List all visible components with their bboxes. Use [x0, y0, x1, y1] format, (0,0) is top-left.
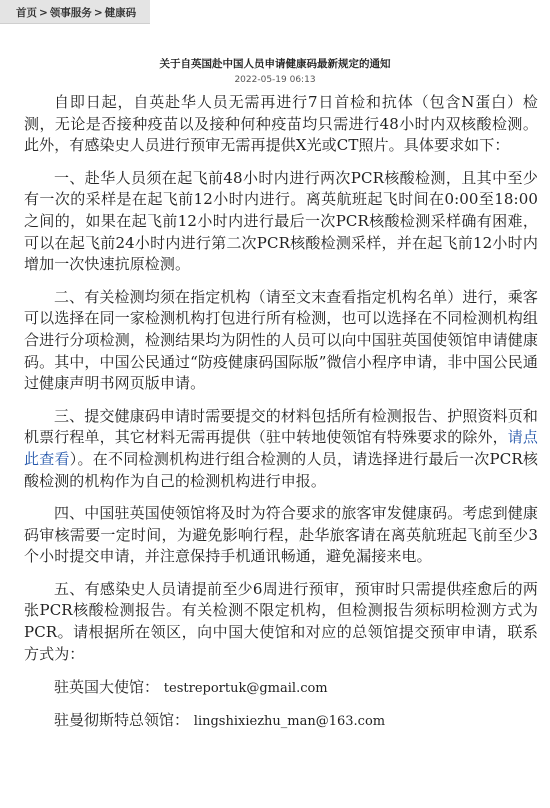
contact-email[interactable]: lingshixiezhu_man@163.com [193, 713, 386, 729]
contact-label: 驻英国大使馆： [54, 678, 160, 697]
breadcrumb-bar [0, 0, 150, 24]
publish-date: 2022-05-19 06:13 [234, 75, 316, 85]
paragraph-1: 一、赴华人员须在起飞前48小时内进行两次PCR核酸检测，且其中至少有一次的采样是在起飞前12小时内进行。离英航班起飞时间在0:00至18:00之间的，如果在起飞前12小时内进行最后一次PCR核酸检测采样确有困难，可以在起飞前24小时内进行第二次PCR核酸检测采样，并在起飞前12小时内增加一次快速抗原检测。 [24, 168, 538, 274]
page-title: 关于自英国赴中国人员申请健康码最新规定的通知 [159, 58, 391, 70]
paragraph-5: 五、有感染史人员请提前至少6周进行预审，预审时只需提供痊愈后的两张PCR核酸检测报告。有关检测不限定机构，但检测报告须标明检测方式为PCR。请根据所在领区，向中国大使馆和对应的总领馆提交预审申请，联系方式为： [24, 579, 538, 663]
paragraph-3 [24, 406, 538, 492]
breadcrumb-health-code-link[interactable]: 健康码 [104, 7, 137, 19]
contact-manchester [24, 710, 538, 733]
contact-embassy [24, 677, 538, 700]
contact-label: 驻曼彻斯特总领馆： [54, 710, 190, 729]
view-details-link[interactable]: 请点此查看 [24, 428, 538, 468]
breadcrumb-home-link[interactable]: 首页 [16, 7, 37, 19]
article-body [24, 92, 538, 732]
paragraph-3-text-a: 三、提交健康码申请时需要提交的材料包括所有检测报告、护照资料页和机票行程单，其它材料无需再提供（驻中转地使领馆有特殊要求的除外， [24, 406, 538, 447]
contact-email[interactable]: testreportuk@gmail.com [163, 681, 328, 697]
paragraph-2: 二、有关检测均须在指定机构（请至文末查看指定机构名单）进行，乘客可以选择在同一家检测机构打包进行所有检测，也可以选择在不同检测机构组合进行分项检测，检测结果均为阴性的人员可以向中国驻英国使领馆申请健康码。其中，中国公民通过“防疫健康码国际版”微信小程序申请，非中国公民通过健康声明书网页版申请。 [24, 287, 538, 393]
paragraph-4: 四、中国驻英国使领馆将及时为符合要求的旅客审发健康码。考虑到健康码审核需要一定时间，为避免影响行程，赴华旅客请在离英航班起飞前至少3个小时提交申请，并注意保持手机通讯畅通，避免漏接来电。 [24, 504, 538, 566]
breadcrumb-separator: > [93, 7, 103, 19]
breadcrumb-separator: > [39, 7, 48, 19]
breadcrumb [16, 5, 136, 20]
breadcrumb-consular-link[interactable]: 领事服务 [49, 7, 92, 19]
paragraph-3-text-b: ）。在不同检测机构进行组合检测的人员，请选择进行最后一次PCR核酸检测的机构作为自己的检测机构进行申报。 [24, 449, 538, 490]
intro-paragraph: 自即日起，自英赴华人员无需再进行7日首检和抗体（包含N蛋白）检测，无论是否接种疫苗以及接种何种疫苗均只需进行48小时内双核酸检测。此外，有感染史人员进行预审无需再提供X光或CT照片。具体要求如下： [24, 93, 538, 155]
